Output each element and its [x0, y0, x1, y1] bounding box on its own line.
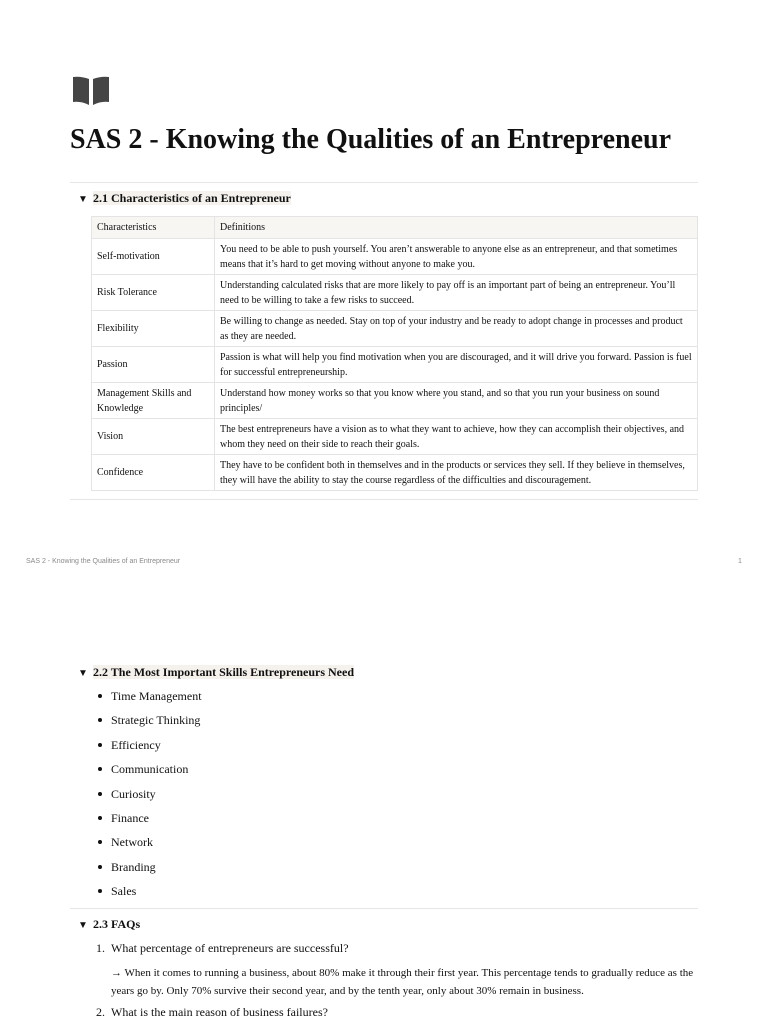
faq-question: What percentage of entrepreneurs are successful?: [111, 941, 349, 955]
list-item: Efficiency: [96, 735, 202, 759]
characteristics-table: [91, 216, 698, 491]
table-row: [92, 347, 698, 383]
list-item: Sales: [96, 881, 202, 905]
divider: [70, 182, 698, 183]
faq-question: What is the main reason of business failures?: [111, 1005, 328, 1019]
column-header-characteristics: Characteristics: [92, 217, 215, 239]
table-row: [92, 275, 698, 311]
definition-cell: Understand how money works so that you know where you stand, and so that you run your business on sound principles/: [215, 383, 698, 419]
characteristic-cell: Confidence: [92, 455, 215, 491]
faq-number: 1.: [96, 941, 105, 955]
table-row: [92, 311, 698, 347]
faq-list: [96, 938, 700, 1022]
section-heading: 2.3 FAQs: [93, 917, 141, 931]
characteristic-cell: Management Skills and Knowledge: [92, 383, 215, 419]
list-item: Branding: [96, 857, 202, 881]
table-row: [92, 419, 698, 455]
definition-cell: They have to be confident both in themselves and in the products or services they sell. If they believe in themselves, they will have the ability to stay the course regardless of the difficulties and discouragement.: [215, 455, 698, 491]
section-heading: 2.2 The Most Important Skills Entrepreneurs Need: [93, 665, 355, 679]
column-header-definitions: Definitions: [215, 217, 698, 239]
characteristic-cell: Vision: [92, 419, 215, 455]
open-book-icon: [72, 76, 110, 106]
toggle-arrow-icon[interactable]: ▼: [78, 194, 88, 205]
list-item: Communication: [96, 759, 202, 783]
footer-page-number: 1: [738, 558, 742, 565]
definition-cell: The best entrepreneurs have a vision as to what they want to achieve, how they can accomplish their objectives, and whom they need on their side to reach their goals.: [215, 419, 698, 455]
faq-answer: → When it comes to running a business, about 80% make it through their first year. This percentage tends to gradually reduce as the years go by. Only 70% survive their second year, and by the tenth year, only about 30% remain in business.: [111, 967, 694, 997]
divider: [70, 908, 698, 909]
toggle-faqs[interactable]: [78, 916, 140, 934]
toggle-characteristics[interactable]: [78, 190, 291, 208]
faq-number: 2.: [96, 1005, 105, 1019]
definition-cell: Passion is what will help you find motivation when you are discouraged, and it will drive you forward. Passion is fuel for successful entrepreneurship.: [215, 347, 698, 383]
toggle-skills[interactable]: [78, 664, 354, 682]
table-row: [92, 239, 698, 275]
table-row: [92, 383, 698, 419]
definition-cell: Be willing to change as needed. Stay on top of your industry and be ready to adopt change in processes and product as they are needed.: [215, 311, 698, 347]
faq-item: [96, 1002, 700, 1022]
list-item: Finance: [96, 808, 202, 832]
characteristic-cell: Risk Tolerance: [92, 275, 215, 311]
footer-doc-title: SAS 2 - Knowing the Qualities of an Entrepreneur: [26, 558, 181, 565]
list-item: Curiosity: [96, 784, 202, 808]
toggle-arrow-icon[interactable]: ▼: [78, 668, 88, 679]
page-title: SAS 2 - Knowing the Qualities of an Entrepreneur: [70, 124, 672, 155]
faq-item: [96, 938, 700, 1000]
table-row: [92, 455, 698, 491]
list-item: Strategic Thinking: [96, 710, 202, 734]
divider: [70, 499, 698, 500]
list-item: Time Management: [96, 686, 202, 710]
list-item: Network: [96, 832, 202, 856]
characteristic-cell: Self-motivation: [92, 239, 215, 275]
table-header-row: [92, 217, 698, 239]
definition-cell: Understanding calculated risks that are more likely to pay off is an important part of being an entrepreneur. You’ll need to be willing to take a few risks to succeed.: [215, 275, 698, 311]
characteristic-cell: Passion: [92, 347, 215, 383]
skills-list: [96, 686, 202, 906]
characteristic-cell: Flexibility: [92, 311, 215, 347]
definition-cell: You need to be able to push yourself. You aren’t answerable to anyone else as an entrepreneur, and that sometimes means that it’s hard to get moving without anyone to make you.: [215, 239, 698, 275]
section-heading: 2.1 Characteristics of an Entrepreneur: [93, 191, 291, 205]
toggle-arrow-icon[interactable]: ▼: [78, 920, 88, 931]
